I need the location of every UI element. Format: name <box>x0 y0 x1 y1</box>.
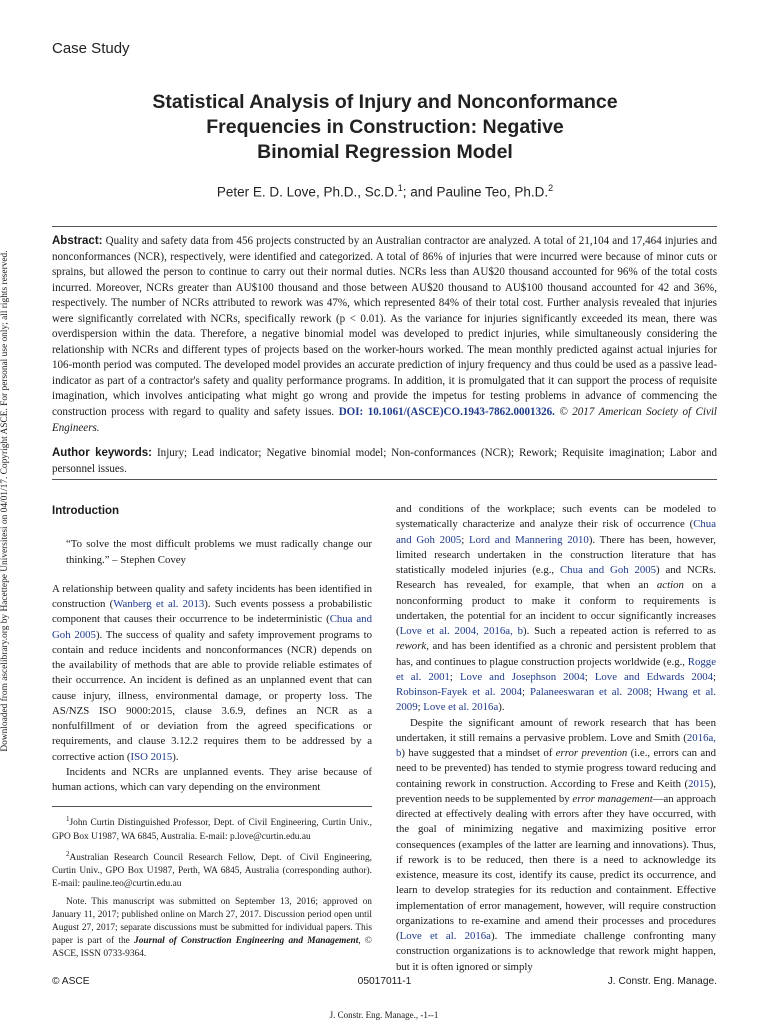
title-line: Binomial Regression Model <box>257 141 513 163</box>
text-run: ). <box>498 701 505 714</box>
text-run: ). Such a repeated action is referred to as <box>523 625 716 637</box>
citation-link[interactable]: 2016a, b <box>396 731 716 759</box>
paragraph <box>396 502 716 716</box>
text-run: ; <box>648 686 657 698</box>
citation-link[interactable]: Love and Edwards 2004 <box>594 670 714 683</box>
emphasis: action <box>656 579 684 592</box>
citation-link[interactable]: Palaneeswaran et al. 2008 <box>529 686 649 698</box>
author-1: Peter E. D. Love, Ph.D., Sc.D. <box>216 184 398 200</box>
text-run: ; <box>584 670 595 683</box>
citation-link[interactable]: Rogge et al. 2001 <box>396 655 716 683</box>
copyright-notice: © 2017 American Society of Civil Engineers. <box>52 406 717 434</box>
text-run: ). The immediate challenge confronting many construction organizations is to acknowledge that rework might happen, but it is often ignored or simply <box>396 930 716 973</box>
emphasis: error management <box>572 792 653 805</box>
divider <box>52 226 717 227</box>
section-heading-introduction: Introduction <box>52 505 120 517</box>
text-run: ; <box>522 686 530 698</box>
divider <box>52 479 717 480</box>
text-run: and conditions of the workplace; such events can be modeled to systematically characterize and analyze their risk of occurrence ( <box>396 503 716 531</box>
article-title <box>40 90 730 165</box>
paragraph <box>396 716 716 975</box>
text-run: ). There has been, however, limited research undertaken in the construction literature that has statistically modeled injuries (e.g., <box>396 533 716 576</box>
text-run: (i.e., errors can and need to be prevented) has tended to stymie progress toward reducing and containing rework in construction. According to Frese and Keith ( <box>396 747 716 790</box>
footnote-mark: 1 <box>66 815 70 824</box>
author-list <box>40 183 730 200</box>
citation-link[interactable]: 2015 <box>688 777 710 790</box>
citation-link[interactable]: Love et al. 2016a <box>423 701 499 714</box>
epigraph: “To solve the most difficult problems we must radically change our thinking.” – Stephen Covey <box>66 538 372 566</box>
citation-link[interactable]: Love et al. 2016a <box>399 930 491 942</box>
text-run: ; <box>713 670 717 683</box>
affiliation-mark-1: 1 <box>397 183 403 193</box>
footer-copyright: © ASCE <box>52 976 90 987</box>
download-notice: Downloaded from ascelibrary.org by Hacettepe Universitesi on 04/01/17. Copyright ASCE. For personal use only; all rights reserved. <box>0 250 10 752</box>
text-run: ). The success of quality and safety improvement programs to contain and reduce incidents and nonconformances (NCR) depends on the availability of methods that are able to provide reliable estimates of their occurrence. An incident is defined as an unplanned event that can cause injury, illness, environmental damage, or property loss. The AS/NZS ISO 9000:2015, clause 3.6.9, defines an NCR as a nonfulfillment of or deviation from the agreed specifications or requirements, and clause 3.12.2 requires them to be addressed by a corrective action ( <box>52 628 372 763</box>
footnote-2 <box>52 848 372 892</box>
abstract <box>52 234 717 436</box>
footnotes <box>52 806 372 961</box>
right-column <box>396 502 716 975</box>
text-run: ) and NCRs. Research has revealed, for example, that when an <box>396 564 717 592</box>
text-run: ; <box>417 701 424 714</box>
left-column <box>52 504 372 966</box>
abstract-text: Quality and safety data from 456 projects constructed by an Australian contractor are analyzed. A total of 21,104 and 17,464 injuries and nonconformances (NCR), respectively, were identified and categorized. A total of 86% of injuries that were incurred were because of minor cuts or sprains, but allowed the person to continue to carry out their normal duties. NCRs less than AU$20 thousand accounted for 96% of the total costs incurred. Moreover, NCRs greater than AU$100 thousand and those between AU$20 thousand to AU$100 thousand accounted for 42 and 36%, respectively. The number of NCRs attributed to rework was 47%, which represented 84% of their total cost. Further analysis revealed that injuries were significantly correlated with NCRs, specifically rework (p < 0.01). As the variance for injuries significantly exceeded its mean, there was overdispersion within the data. Therefore, a negative binomial model was developed to predict injuries, while simultaneously considering the relationship with NCRs and different types of projects based on the worker-hours worked. The mean monthly predicted against actual injuries for 106-month period was computed. The developed model provides an accurate prediction of injury frequency and thus could be used as a passive lead-indicator as part of a contractor's safety and quality performance programs. In addition, it is promulgated that it can support the process of requisite imagination, which involves anticipating what might go wrong and provide the impetus for testing problems in advance of commencing the construction process with regard to quality and safety issues. <box>52 235 717 419</box>
article-type: Case Study <box>52 40 130 57</box>
citation-link[interactable]: Hwang et al. 2009 <box>396 686 717 714</box>
citation-link[interactable]: Wanberg et al. 2013 <box>113 598 205 611</box>
emphasis: rework <box>396 640 427 653</box>
footnote-text: Australian Research Council Research Fellow, Dept. of Civil Engineering, Curtin Univ., GPO Box U1987, Perth, WA 6845, Australia (corresponding author). E-mail: pauline.teo@curtin.edu.au <box>52 853 372 890</box>
citation-link[interactable]: Chua and Goh 2005 <box>52 613 372 641</box>
paragraph: Incidents and NCRs are unplanned events. They arise because of human actions, which can vary depending on the environment <box>52 765 372 794</box>
text-run: on a nonconforming product to make it conform to requirements is undertaken, the potential for an incident to occur significantly increases ( <box>396 579 716 637</box>
author-keywords <box>52 446 717 477</box>
footer-journal: J. Constr. Eng. Manage. <box>607 976 717 987</box>
citation-link[interactable]: Love et al. 2004, 2016a, b <box>399 625 523 637</box>
author-2: ; and Pauline Teo, Ph.D. <box>402 184 549 200</box>
doi-link[interactable]: DOI: 10.1061/(ASCE)CO.1943-7862.0001326. <box>338 406 555 419</box>
submission-note <box>52 896 372 962</box>
citation-link[interactable]: Robinson-Fayek et al. 2004 <box>396 686 523 698</box>
paragraph <box>52 582 372 765</box>
text-run: ), prevention needs to be supplemented by <box>396 777 716 805</box>
citation-link[interactable]: Chua and Goh 2005 <box>396 518 716 546</box>
citation-link[interactable]: Chua and Goh 2005 <box>559 564 657 576</box>
text-run: ) have suggested that a mindset of <box>401 747 556 759</box>
footnote-mark: 2 <box>66 849 70 858</box>
citation-link[interactable]: ISO 2015 <box>130 750 173 763</box>
journal-name: Journal of Construction Engineering and Management <box>134 936 359 947</box>
text-run: , and has been identified as a chronic and persistent problem that has, and continues to plague construction projects worldwide (e.g., <box>396 640 716 668</box>
footnote-1 <box>52 813 372 844</box>
emphasis: error prevention <box>555 747 628 759</box>
citation-link[interactable]: Love and Josephson 2004 <box>459 670 585 683</box>
keywords-label: Author keywords: <box>52 447 152 459</box>
citation-link[interactable]: Lord and Mannering 2010 <box>469 533 589 546</box>
text-run: A relationship between quality and safety incidents has been identified in construction ( <box>52 582 372 611</box>
text-run: Despite the significant amount of rework research that has been undertaken, it still remains a pervasive problem. Love and Smith ( <box>396 716 716 744</box>
affiliation-mark-2: 2 <box>548 183 554 193</box>
text-run: , © ASCE, ISSN 0733-9364. <box>52 936 372 960</box>
running-footer: J. Constr. Eng. Manage., -1--1 <box>329 1010 439 1020</box>
keywords-text: Injury; Lead indicator; Negative binomial model; Non-conformances (NCR); Rework; Requisite imagination; Labor and personnel issues. <box>52 447 717 475</box>
text-run: ). <box>172 750 179 763</box>
text-run: ; <box>461 533 470 546</box>
text-run: ; <box>449 670 460 683</box>
footer-article-number: 05017011-1 <box>357 976 412 987</box>
footnote-text: John Curtin Distinguished Professor, Dept. of Civil Engineering, Curtin Univ., GPO Box U1987, WA 6845, Australia. E-mail: p.love@curtin.edu.au <box>52 818 372 842</box>
text-run: ). Such events possess a probabilistic component that causes their occurrence to be indeterministic ( <box>52 598 373 626</box>
title-line: Frequencies in Construction: Negative <box>206 116 564 138</box>
title-line: Statistical Analysis of Injury and Nonconformance <box>152 91 618 113</box>
text-run: —an approach directed at effectively dealing with errors after they have occurred, with the goal of minimizing negative and maximizing positive error consequences (examples of the latter are learning and innovations). Thus, if rework is to be reduced, then there is a need to acknowledge its existence, measure its cost, identify its cause, predict its occurrence, and learn to develop strategies for its reduction and containment. Effective implementation of error management, however, will require construction organizations to re-examine and amend their processes and procedures ( <box>396 792 716 942</box>
text-run: Note. This manuscript was submitted on September 13, 2016; approved on January 11, 2017; published online on March 27, 2017. Discussion period open until August 27, 2017; separate discussions must be submitted for individual papers. This paper is part of the <box>52 896 372 947</box>
abstract-label: Abstract: <box>52 235 103 247</box>
